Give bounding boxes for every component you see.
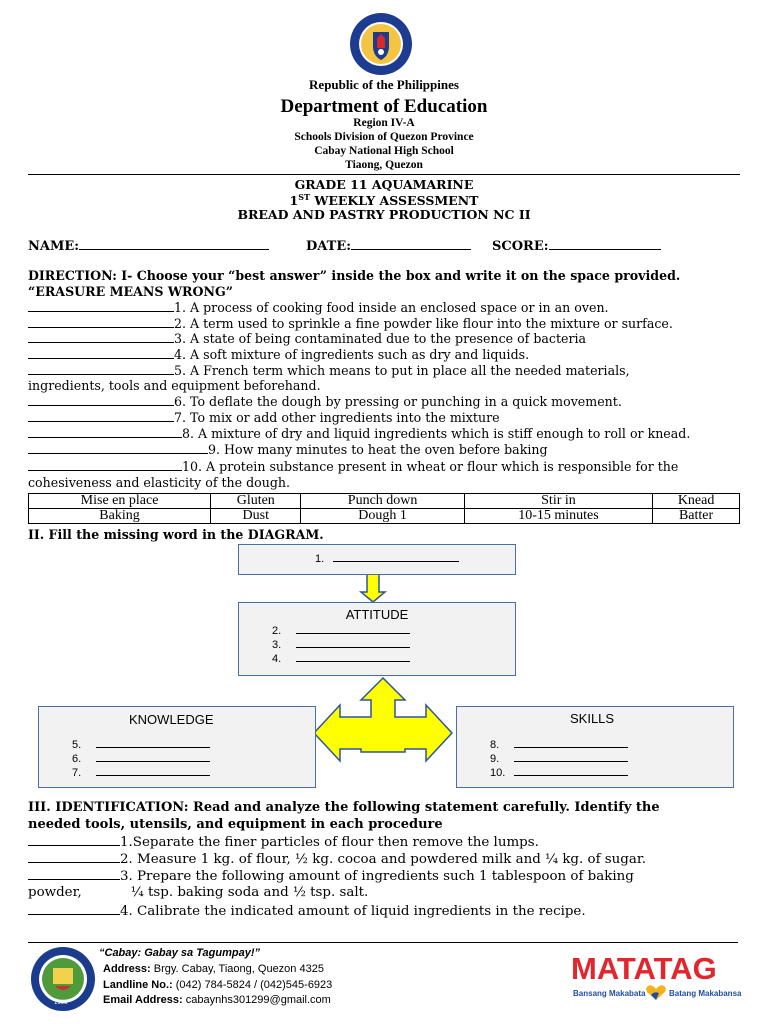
question-5-text: 5. A French term which means to put in place all the needed materials, xyxy=(174,363,630,378)
name-label: NAME: xyxy=(28,239,80,254)
item-number: 2. xyxy=(272,625,282,637)
diagram-item-2[interactable] xyxy=(272,624,410,637)
top-box xyxy=(238,544,516,575)
diagram-item-9[interactable] xyxy=(490,752,628,765)
identification-blank-4[interactable] xyxy=(28,903,120,915)
footer-landline xyxy=(103,979,332,991)
question-9-text: 9. How many minutes to heat the oven before baking xyxy=(208,442,548,457)
choice-cell: Baking xyxy=(29,509,211,524)
region-line: Region IV-A xyxy=(353,117,415,129)
attitude-title: ATTITUDE xyxy=(345,607,409,622)
choice-cell: Dough 1 xyxy=(301,509,464,524)
republic-line: Republic of the Philippines xyxy=(309,77,459,92)
question-10-cont: cohesiveness and elasticity of the dough. xyxy=(28,475,291,490)
item-number: 4. xyxy=(272,653,282,665)
footer-motto: “Cabay: Gabay sa Tagumpay!” xyxy=(99,947,260,959)
item-number: 10. xyxy=(490,767,506,779)
footer-email xyxy=(103,994,331,1006)
item-number: 7. xyxy=(72,767,82,779)
diagram-item-1[interactable] xyxy=(315,552,459,565)
diagram-item-7[interactable] xyxy=(72,766,210,779)
choice-cell: Gluten xyxy=(211,494,301,509)
seal-year: 1966 xyxy=(54,1000,68,1006)
knowledge-title: KNOWLEDGE xyxy=(129,712,214,727)
question-6-text: 6. To deflate the dough by pressing or punching in a quick movement. xyxy=(174,394,622,409)
footer-rule xyxy=(28,942,738,943)
landline-value: (042) 784-5824 / (042)545-6923 xyxy=(172,979,333,991)
school-line: Cabay National High School xyxy=(314,145,454,157)
identification-blank-1[interactable] xyxy=(28,834,120,846)
item-number: 1. xyxy=(315,553,325,565)
diagram-item-3[interactable] xyxy=(272,638,410,651)
question-1-text: 1. A process of cooking food inside an enclosed space or in an oven. xyxy=(174,300,609,315)
question-4-text: 4. A soft mixture of ingredients such as dry and liquids. xyxy=(174,347,530,362)
email-label: Email Address: xyxy=(103,994,183,1006)
choice-cell: 10-15 minutes xyxy=(464,509,652,524)
diagram-item-10[interactable] xyxy=(490,766,628,779)
question-7-text: 7. To mix or add other ingredients into the mixture xyxy=(174,410,500,425)
knowledge-box xyxy=(38,706,316,788)
identification-blank-2[interactable] xyxy=(28,851,120,863)
choice-cell: Mise en place xyxy=(29,494,211,509)
diagram-item-6[interactable] xyxy=(72,752,210,765)
diagram-item-5[interactable] xyxy=(72,738,210,751)
part2-heading: II. Fill the missing word in the DIAGRAM. xyxy=(28,527,324,542)
item-number: 6. xyxy=(72,753,82,765)
landline-label: Landline No.: xyxy=(103,979,173,991)
address-label: Address: xyxy=(103,963,151,975)
direction-text: DIRECTION: I- Choose your “best answer” inside the box and write it on the space provided. xyxy=(28,268,681,283)
identification-3 xyxy=(28,868,634,884)
matatag-tagline-right: Batang Makabansa xyxy=(669,989,742,998)
matatag-tagline-left: Bansang Makabata xyxy=(573,989,646,998)
identification-3-right: ¼ tsp. baking soda and ½ tsp. salt. xyxy=(130,885,369,900)
diagram-item-8[interactable] xyxy=(490,738,628,751)
identification-2-text: 2. Measure 1 kg. of flour, ½ kg. cocoa and powdered milk and ¼ kg. of sugar. xyxy=(120,852,647,867)
identification-3-text: 3. Prepare the following amount of ingredients such 1 tablespoon of baking xyxy=(120,869,634,884)
week-rest: WEEKLY ASSESSMENT xyxy=(309,193,479,209)
question-10-text: 10. A protein substance present in wheat or flour which is responsible for the xyxy=(182,459,679,474)
score-label: SCORE: xyxy=(492,239,549,254)
division-line: Schools Division of Quezon Province xyxy=(294,131,474,143)
footer-address xyxy=(103,963,324,975)
question-5-cont: ingredients, tools and equipment beforehand. xyxy=(28,378,321,393)
choice-cell: Dust xyxy=(211,509,301,524)
matatag-logo: MATATAG xyxy=(571,951,717,986)
attitude-box xyxy=(238,602,516,676)
identification-1-text: 1.Separate the finer particles of flour then remove the lumps. xyxy=(120,835,539,850)
choice-cell: Stir in xyxy=(464,494,652,509)
week-number: 1 xyxy=(289,193,299,209)
choice-cell: Batter xyxy=(653,509,740,524)
identification-4-text: 4. Calibrate the indicated amount of liquid ingredients in the recipe. xyxy=(120,904,586,919)
week-suffix: ST xyxy=(298,192,310,202)
grade-title: GRADE 11 AQUAMARINE xyxy=(294,177,474,192)
question-3-text: 3. A state of being contaminated due to the presence of bacteria xyxy=(174,331,587,346)
item-number: 9. xyxy=(490,753,500,765)
identification-3-cont xyxy=(28,885,368,900)
down-arrow xyxy=(361,574,385,602)
question-8-text: 8. A mixture of dry and liquid ingredients which is stiff enough to roll or knead. xyxy=(182,426,691,441)
item-number: 3. xyxy=(272,639,282,651)
choice-cell: Punch down xyxy=(301,494,464,509)
identification-1 xyxy=(28,834,539,850)
town-line: Tiaong, Quezon xyxy=(345,159,423,171)
address-value: Brgy. Cabay, Tiaong, Quezon 4325 xyxy=(150,963,324,975)
erasure-note: “ERASURE MEANS WRONG” xyxy=(28,284,233,299)
department-title: Department of Education xyxy=(280,96,488,117)
subject-title: BREAD AND PASTRY PRODUCTION NC II xyxy=(237,207,531,222)
part3-heading-cont: needed tools, utensils, and equipment in each procedure xyxy=(28,817,443,832)
identification-2 xyxy=(28,851,646,867)
question-2-text: 2. A term used to sprinkle a fine powder like flour into the mixture or surface. xyxy=(174,316,673,331)
part3-heading: III. IDENTIFICATION: Read and analyze the following statement carefully. Identify the xyxy=(28,800,660,815)
diagram-item-4[interactable] xyxy=(272,652,410,665)
identification-4 xyxy=(28,903,586,919)
triple-arrow xyxy=(314,678,452,761)
skills-title: SKILLS xyxy=(570,711,615,726)
identification-3-left: powder, xyxy=(28,885,82,900)
item-number: 5. xyxy=(72,739,82,751)
choice-cell: Knead xyxy=(653,494,740,509)
item-number: 8. xyxy=(490,739,500,751)
heart-icon xyxy=(645,985,667,1001)
skills-box xyxy=(456,706,734,788)
email-link[interactable]: cabaynhs301299@gmail.com xyxy=(182,994,331,1006)
date-label: DATE: xyxy=(306,239,352,254)
identification-blank-3[interactable] xyxy=(28,868,120,880)
